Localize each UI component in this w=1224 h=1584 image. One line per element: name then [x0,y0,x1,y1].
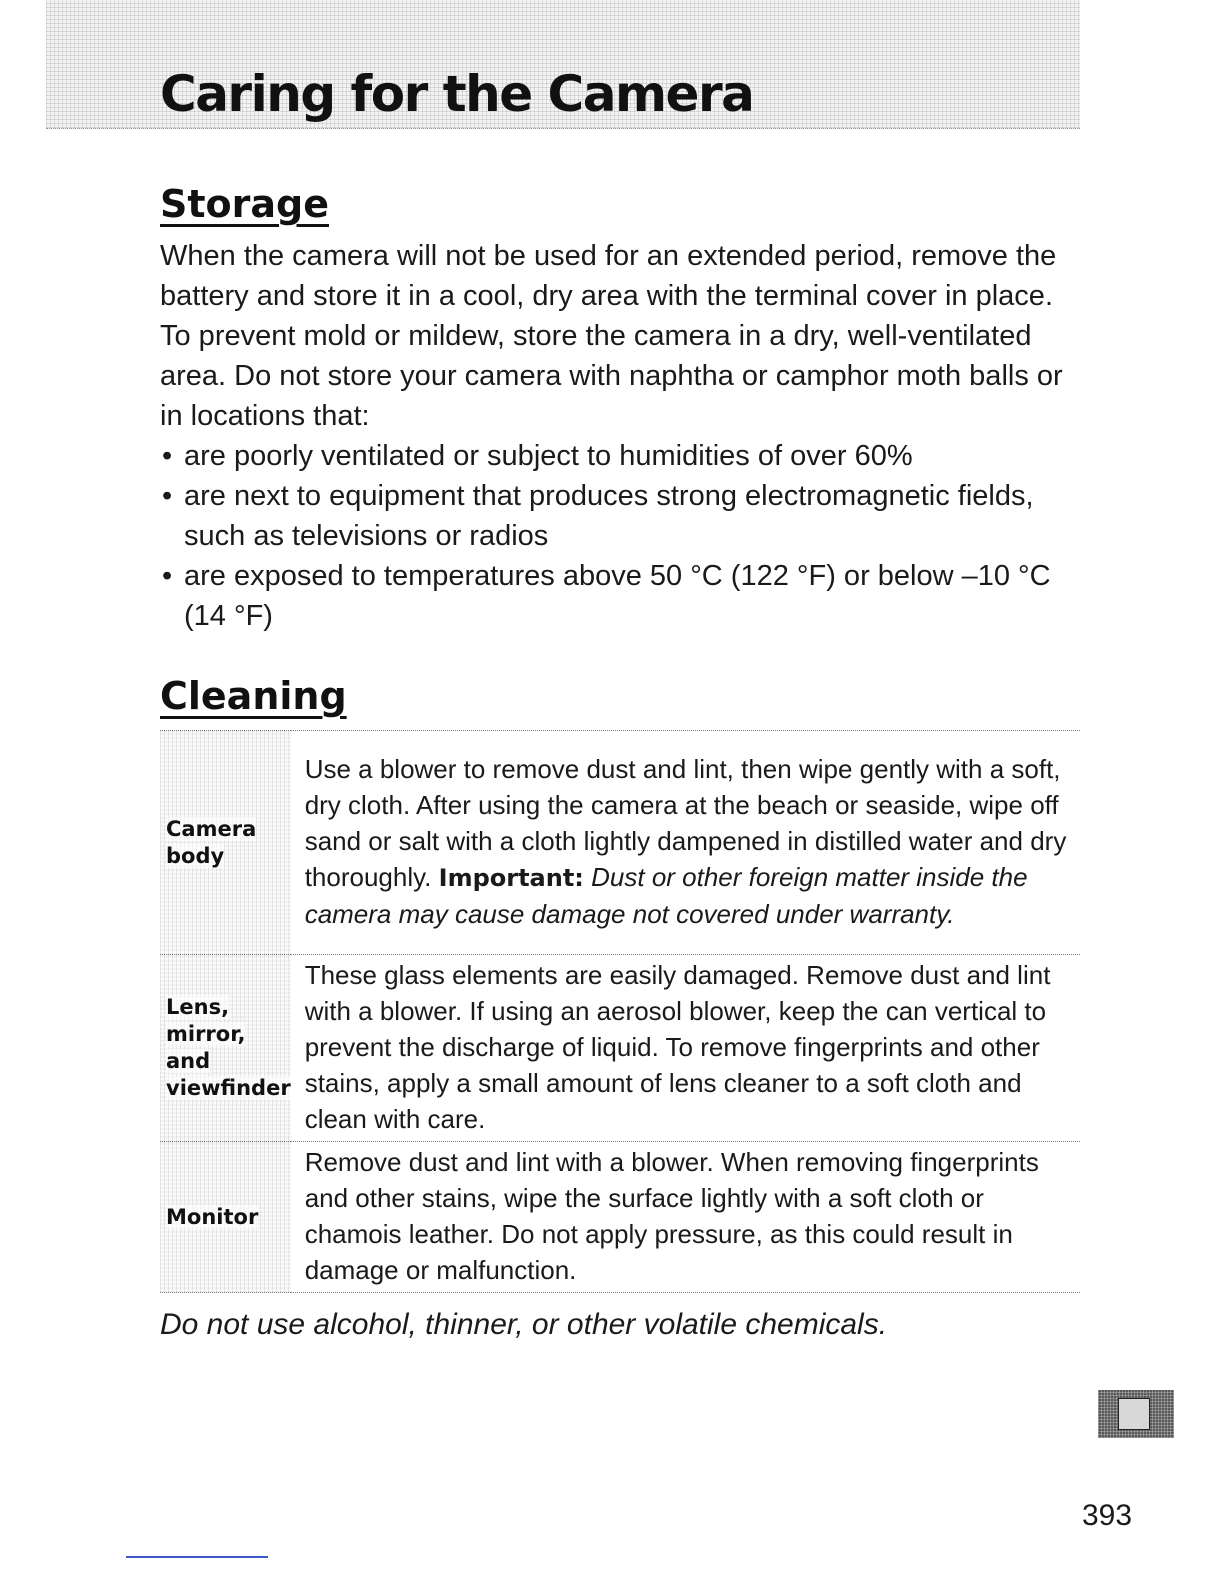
table-row [160,1142,1080,1293]
storage-bullet-item [160,556,1090,636]
footer-rule [126,1556,268,1558]
storage-bullet-text: are next to equipment that produces strong electromagnetic fields, such as televisions or radios [184,480,1034,552]
cleaning-heading [160,672,347,720]
row-description-cell [291,731,1080,955]
storage-intro: When the camera will not be used for an extended period, remove the battery and store it in a cool, dry area with the terminal cover in place. To prevent mold or mildew, store the camera in a dry, well-ventilated area. Do not store your camera with naphtha or camphor moth balls or in locations that: [160,240,1063,432]
row-description: Remove dust and lint with a blower. When removing fingerprints and other stains, wipe the surface lightly with a soft cloth or chamois leather. Do not apply pressure, as this could result in damage or malfunction. [304,1147,1039,1285]
cleaning-table [160,730,1080,1293]
table-row [160,955,1080,1142]
chapter-tab [1098,1390,1174,1438]
cleaning-warning: Do not use alcohol, thinner, or other volatile chemicals. [160,1308,888,1341]
row-label-cell [160,731,291,955]
storage-heading [160,180,329,228]
important-label: Important: [438,864,584,892]
cleaning-heading-text: Cleaning [160,674,347,718]
storage-bullet-text: are exposed to temperatures above 50 °C (122 °F) or below –10 °C (14 °F) [184,560,1051,632]
row-description: Use a blower to remove dust and lint, then wipe gently with a soft, dry cloth. After using the camera at the beach or seaside, wipe off sand or salt with a cloth lightly dampened in distilled water and dry thoroughly. [304,754,1067,892]
row-label-cell [160,955,291,1142]
storage-section [160,236,1090,636]
row-label: Lens, mirror, and viewfinder [166,995,291,1100]
row-description-cell [291,1142,1080,1293]
row-label: Camera body [166,816,257,868]
important-note: Dust or other foreign matter inside the camera may cause damage not covered under warranty. [304,862,1028,929]
storage-bullet-text: are poorly ventilated or subject to humidities of over 60% [184,440,913,472]
bullet-icon: • [162,480,173,512]
table-row [160,731,1080,955]
storage-bullet-list [160,436,1090,636]
page-title: Caring for the Camera [160,65,754,123]
bullet-icon: • [162,440,173,472]
row-label-cell [160,1142,291,1293]
row-description-cell [291,955,1080,1142]
row-description: These glass elements are easily damaged. Remove dust and lint with a blower. If using an aerosol blower, keep the can vertical to prevent the discharge of liquid. To remove fingerprints and other stains, apply a small amount of lens cleaner to a soft cloth and clean with care. [304,960,1051,1134]
storage-heading-text: Storage [160,182,329,226]
storage-bullet-item [160,436,1090,476]
row-label: Monitor [166,1204,259,1229]
technical-notes-icon [1118,1398,1150,1430]
page-number: 393 [1082,1499,1133,1532]
storage-bullet-item [160,476,1090,556]
bullet-icon: • [162,560,173,592]
